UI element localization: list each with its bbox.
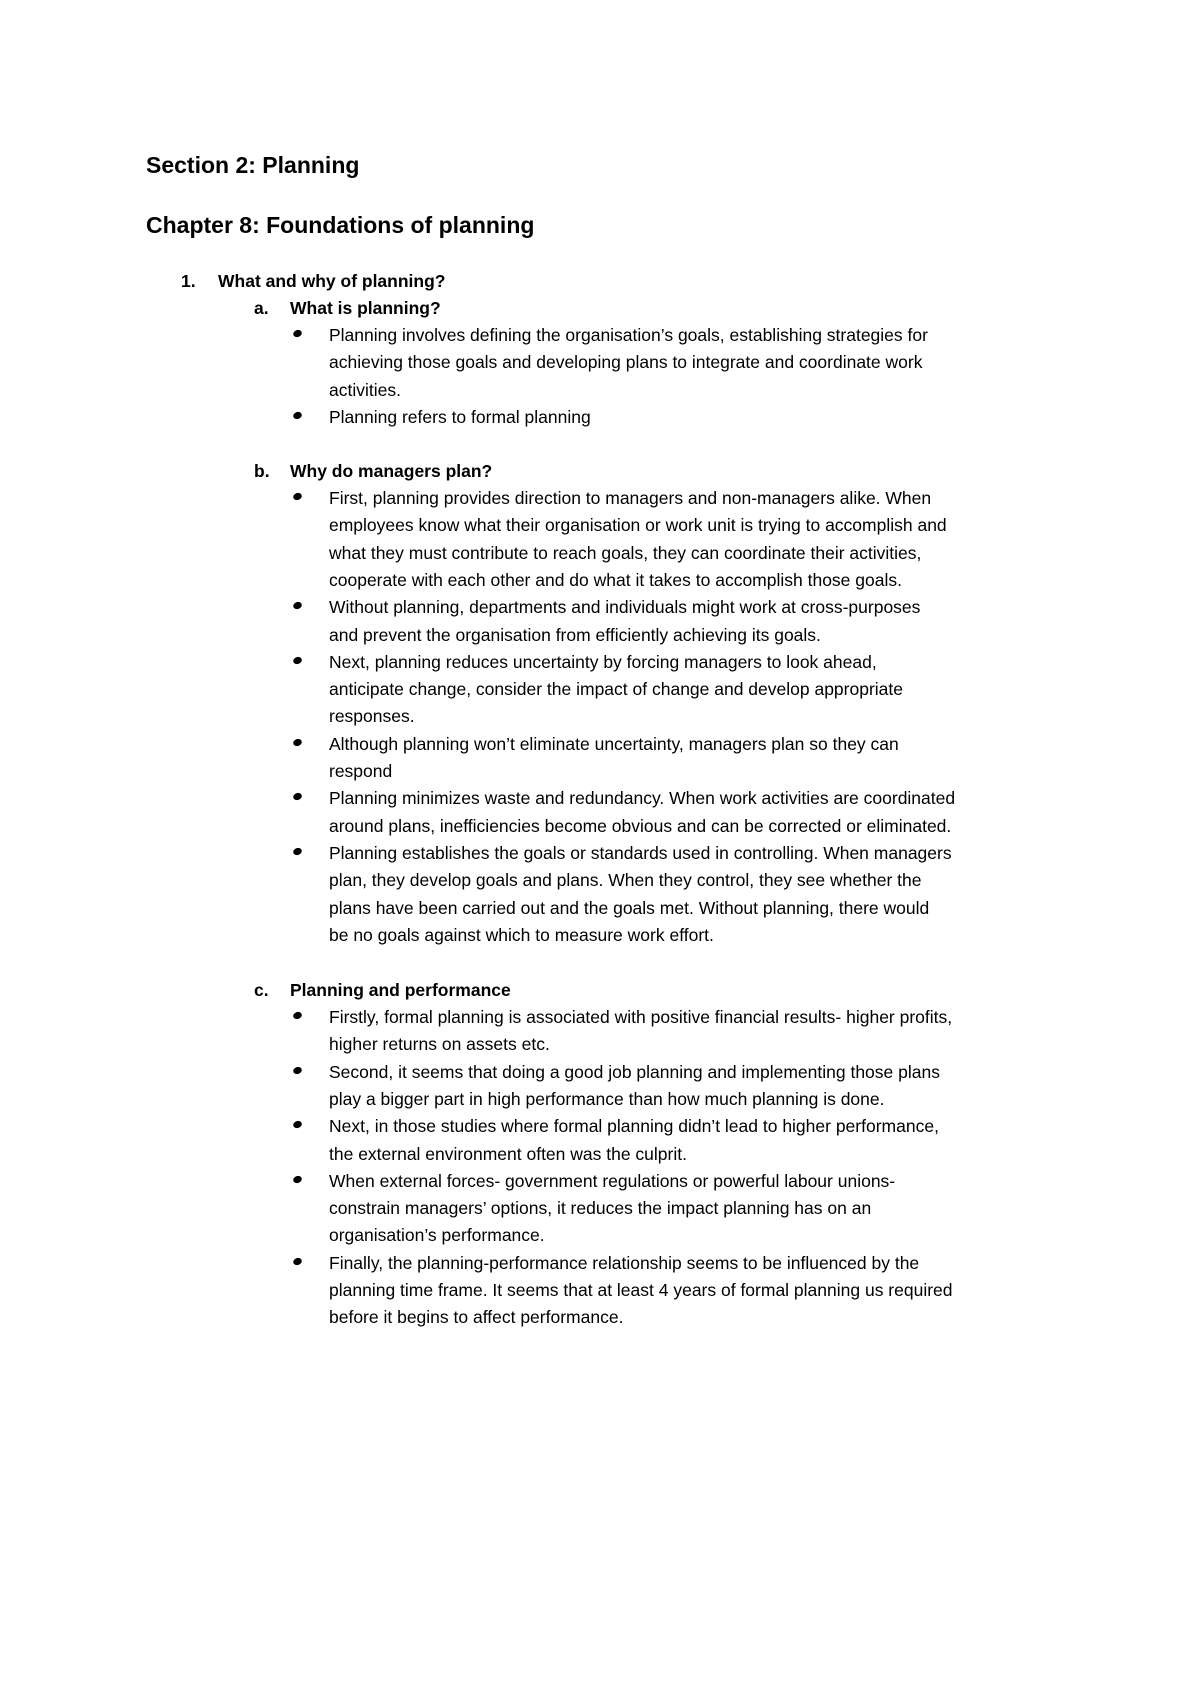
bullet-text-line: Although planning won’t eliminate uncertainty, managers plan so they can bbox=[329, 733, 899, 754]
bullet-text-line: Planning refers to formal planning bbox=[329, 406, 591, 427]
bullet-icon bbox=[292, 601, 303, 611]
bullet-text-line: anticipate change, consider the impact of change and develop appropriate bbox=[329, 679, 904, 700]
bullet-icon bbox=[292, 1065, 303, 1075]
bullet-text-line: cooperate with each other and do what it takes to accomplish those goals. bbox=[329, 569, 902, 590]
bullet-icon bbox=[292, 656, 303, 666]
bullet-text-line: higher returns on assets etc. bbox=[329, 1034, 550, 1055]
subsection-a-letter: a. bbox=[254, 298, 269, 318]
bullet-text-line: plans have been carried out and the goals met. Without planning, there would bbox=[329, 897, 930, 918]
bullet-text-line: organisation’s performance. bbox=[329, 1225, 545, 1246]
bullet-text-line: employees know what their organisation or work unit is trying to accomplish and bbox=[329, 515, 947, 536]
bullet-icon bbox=[292, 1011, 303, 1021]
section-title: Section 2: Planning bbox=[146, 152, 360, 178]
bullet-text-line: play a bigger part in high performance than how much planning is done. bbox=[329, 1088, 885, 1109]
bullet-text-line: what they must contribute to reach goals, they can coordinate their activities, bbox=[329, 542, 922, 563]
bullet-text-line: plan, they develop goals and plans. When they control, they see whether the bbox=[329, 870, 922, 891]
bullet-text-line: activities. bbox=[329, 379, 401, 400]
bullet-text-line: before it begins to affect performance. bbox=[329, 1307, 624, 1328]
chapter-title: Chapter 8: Foundations of planning bbox=[146, 212, 535, 238]
bullet-icon bbox=[292, 492, 303, 502]
bullet-text-line: planning time frame. It seems that at least 4 years of formal planning us required bbox=[329, 1280, 953, 1300]
bullet-text-line: Planning establishes the goals or standards used in controlling. When managers bbox=[329, 842, 952, 863]
bullet-text-line: Firstly, formal planning is associated with positive financial results- higher profits, bbox=[329, 1007, 953, 1027]
bullet-text-line: Planning minimizes waste and redundancy. When work activities are coordinated bbox=[329, 788, 956, 809]
subsection-b-letter: b. bbox=[254, 461, 270, 481]
bullet-text-line: be no goals against which to measure work effort. bbox=[329, 924, 714, 945]
subsection-b-title: Why do managers plan? bbox=[290, 461, 493, 481]
bullet-text-line: Next, planning reduces uncertainty by forcing managers to look ahead, bbox=[329, 651, 877, 672]
subsection-a-title: What is planning? bbox=[290, 298, 441, 318]
bullet-icon bbox=[292, 1175, 303, 1185]
bullet-text-line: respond bbox=[329, 761, 393, 781]
bullet-text-line: Without planning, departments and individuals might work at cross-purposes bbox=[329, 597, 921, 618]
bullet-text-line: and prevent the organisation from efficiently achieving its goals. bbox=[329, 624, 821, 645]
bullet-icon bbox=[292, 1120, 303, 1130]
bullet-text-line: Second, it seems that doing a good job planning and implementing those plans bbox=[329, 1061, 940, 1082]
bullet-text-line: Planning involves defining the organisation’s goals, establishing strategies for bbox=[329, 325, 928, 345]
bullet-icon bbox=[292, 847, 303, 857]
bullet-icon bbox=[292, 329, 303, 339]
bullet-text-line: the external environment often was the culprit. bbox=[329, 1143, 687, 1164]
bullet-icon bbox=[292, 411, 303, 421]
subsection-c-letter: c. bbox=[254, 980, 269, 1000]
bullet-text-line: constrain managers’ options, it reduces the impact planning has on an bbox=[329, 1198, 872, 1219]
bullet-icon bbox=[292, 792, 303, 802]
bullet-icon bbox=[292, 737, 303, 747]
item-number: 1. bbox=[181, 271, 196, 291]
bullet-text-line: Next, in those studies where formal planning didn’t lead to higher performance, bbox=[329, 1116, 939, 1137]
bullet-text-line: achieving those goals and developing plans to integrate and coordinate work bbox=[329, 352, 923, 373]
bullet-text-line: When external forces- government regulations or powerful labour unions- bbox=[329, 1170, 896, 1191]
bullet-text-line: around plans, inefficiencies become obvious and can be corrected or eliminated. bbox=[329, 815, 952, 836]
subsection-c-title: Planning and performance bbox=[290, 980, 511, 1000]
item-title: What and why of planning? bbox=[218, 271, 446, 291]
bullet-text-line: First, planning provides direction to managers and non-managers alike. When bbox=[329, 488, 932, 508]
bullet-text-line: Finally, the planning-performance relationship seems to be influenced by the bbox=[329, 1252, 920, 1273]
bullet-text-line: responses. bbox=[329, 706, 415, 727]
bullet-icon bbox=[292, 1256, 303, 1266]
